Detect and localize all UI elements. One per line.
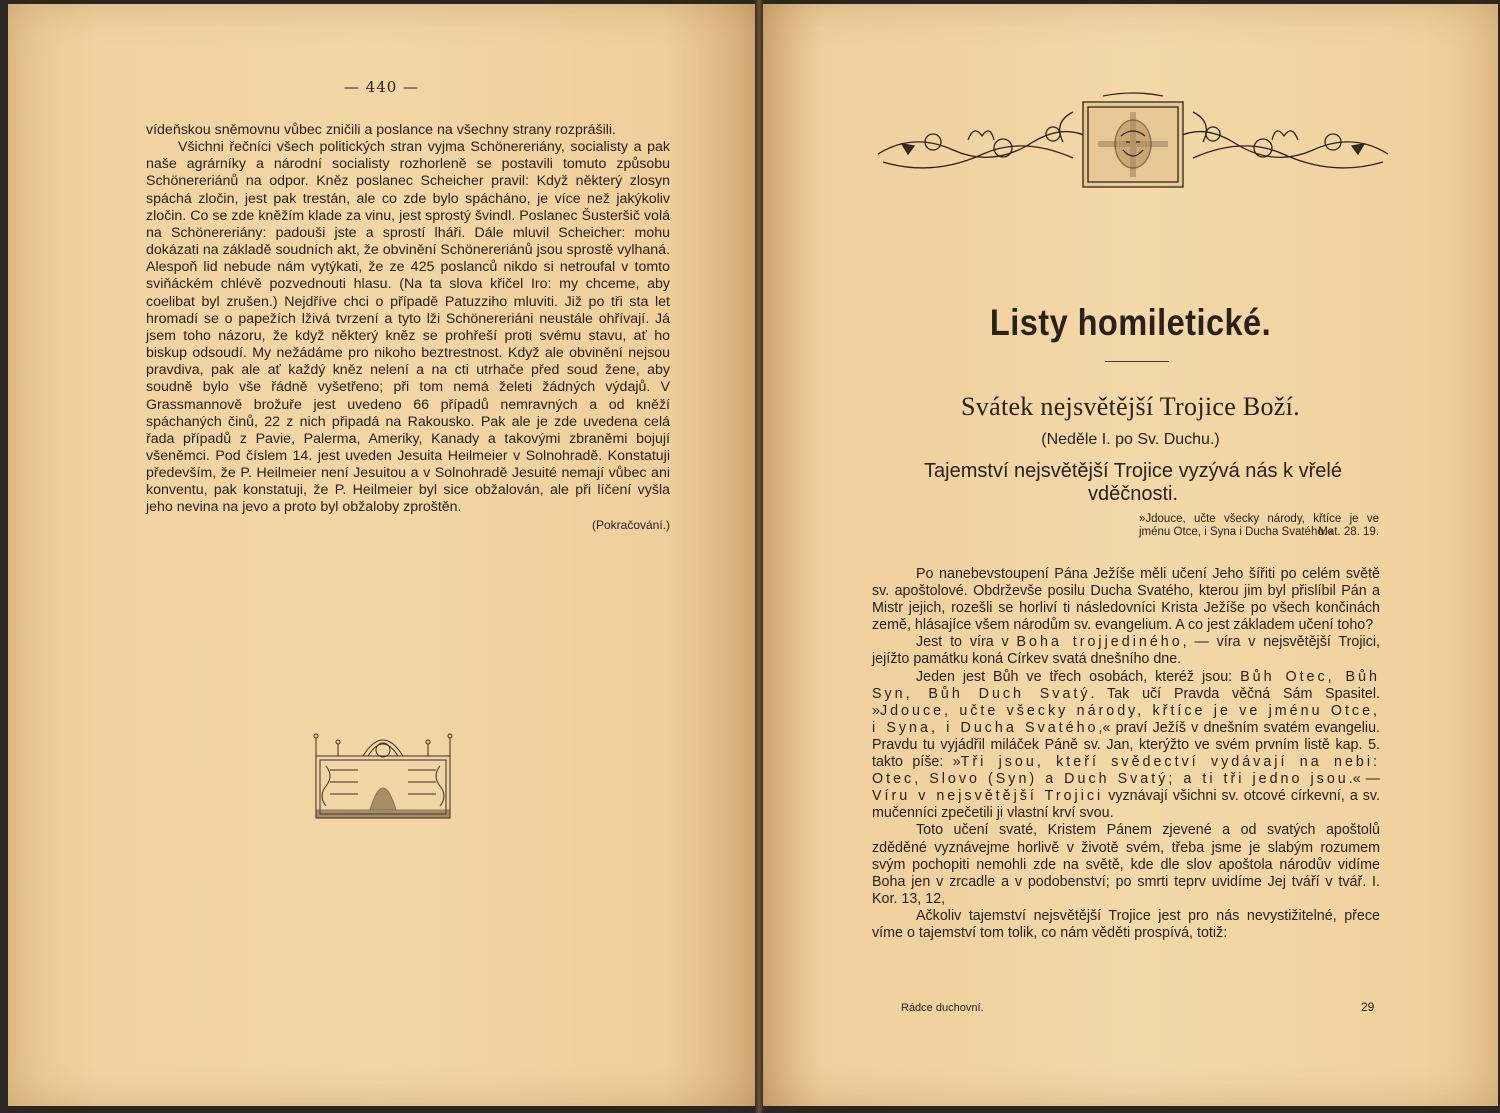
section-title: Listy homiletické. bbox=[989, 302, 1272, 343]
feast-subtitle: (Neděle I. po Sv. Duchu.) bbox=[1041, 431, 1220, 448]
page-number: — 440 — bbox=[343, 78, 420, 96]
continuation-note: (Pokračování.) bbox=[591, 517, 670, 532]
spaced-text: Bůh Otec, Bůh Syn, Bůh Duch Svatý bbox=[872, 668, 1380, 702]
paragraph bbox=[872, 634, 1380, 668]
paragraph: Ačkoliv tajemství nejsvětější Trojice jest pro nás nevystižitelné, přece víme o tajemství tom tolik, co nám věděti prospívá, totiž: bbox=[872, 907, 1380, 941]
right-page bbox=[763, 4, 1498, 1106]
paragraph: vídeňskou sněmovnu vůbec zničili a poslance na všechny strany rozprášili. bbox=[146, 122, 617, 138]
paragraph: Po nanebevstoupení Pána Ježíše měli učení Jeho šířiti po celém světě sv. apoštolové. Obdrževše posilu Ducha Svatého, kterou jim byl přislíbil Pán a Mistr jejich, rozešli se horliví ti následovníci Krista Ježíše po všech končinách země, hlásajíce všem národům sv. evangelium. A co jest základem učení toho? bbox=[872, 566, 1380, 634]
right-body-text bbox=[872, 566, 1380, 942]
spaced-text: Boha trojjediného bbox=[1016, 634, 1183, 651]
headpiece-ornament-icon bbox=[873, 92, 1393, 202]
text-run: Jeden jest Bůh ve třech osobách, kteréž jsou: bbox=[916, 668, 1241, 685]
title-divider bbox=[1105, 361, 1169, 362]
text-run: , — víra v nejsvětější Trojici, jejížto památku koná Církev svatá dnešního dne. bbox=[872, 634, 1380, 668]
motto-text: »Jdouce, učte všecky národy, křtíce je ve jménu Otce, i Syna i Ducha Svatého.« bbox=[1139, 513, 1379, 538]
scripture-motto bbox=[1139, 513, 1379, 538]
paragraph bbox=[872, 669, 1380, 823]
text-run: . Tak učí Pravda věčná Sám Spasitel. » bbox=[872, 685, 1380, 719]
sermon-theme: Tajemství nejsvětější Trojice vyzývá nás k vřelé vděčnosti. bbox=[924, 460, 1342, 505]
left-page bbox=[8, 4, 757, 1106]
text-run: vyznávají všichni sv. otcové církevní, a sv. mučenníci zpečetili ji vlastní krví svou. bbox=[872, 788, 1380, 822]
spaced-text: Víru v nejsvětější Trojici bbox=[872, 788, 1104, 805]
motto-reference: Mat. 28. 19. bbox=[1318, 525, 1379, 538]
spaced-text: Jdouce, učte všecky národy, křtíce je ve jménu Otce, i Syna, i Ducha Svatého bbox=[872, 702, 1380, 736]
spaced-text: Tři jsou, kteří svědectví vydávají na nebi: Otec, Slovo (Syn) a Duch Svatý; a ti tři jedno jsou bbox=[872, 754, 1380, 788]
book-gutter bbox=[755, 0, 763, 1113]
feast-title: Svátek nejsvětější Trojice Boží. bbox=[961, 392, 1300, 421]
footer-sheet-number: 29 bbox=[1361, 1000, 1375, 1014]
left-body-text bbox=[146, 122, 670, 534]
text-run: ,« praví Ježíš v dnešním svatém evangeliu. Pravdu tu vyjádřil miláček Páně sv. Jan, kterýžto ve svém prvním listě kap. 5. takto píše: » bbox=[872, 719, 1381, 771]
text-run: .« — bbox=[1348, 771, 1380, 788]
paragraph: Toto učení svaté, Kristem Pánem zjevené a od svatých apoštolů zděděné vyznávejme horlivě v životě svém, třeba jsme je slabým rozumem svým pochopiti nemohli zde na světě, kde dle slov apoštola národův vidíme Boha jen v zrcadle a v podobenství; po smrti teprv uvidíme Jej tváří v tvář. I. Kor. 13, 12, bbox=[872, 822, 1380, 907]
tailpiece-ornament-icon bbox=[308, 726, 458, 826]
footer-signature: Rádce duchovní. bbox=[901, 1002, 984, 1014]
paragraph: Všichni řečníci všech politických stran vyjma Schönereriány, socialisty a pak naše agrárníky a národní socialisty rozhorleně se postavili tomuto způsobu Schönereriánů na odpor. Kněz poslanec Scheicher pravil: Když některý zlosyn spáchá zločin, jest pak trestán, ale co zde bylo spácháno, je více než jakýkoliv zločin. Co se zde kněžím klade za vinu, jest sprostý švindl. Poslanec Šusteršič volá na Schönereriány: padouši jste a sprostí lháři. Dále mluvil Scheicher: mohu dokázati na základě soudních akt, že obvinění Schönereriánů jsou sprostě vylhaná. Alespoň lid nebude nám vytýkati, že ze 425 poslanců nikdo si netroufal v tomto sviňáckém chlévě pozvednouti hlasu. (Na ta slova křičel Iro: my chceme, aby coelibat byl zrušen.) Nejdříve chci o případě Patuzziho mluviti. Již po tři sta let hromadí se o papežích lživá tvrzení a tyto lži Schönereriáni neustále ohřívají. Já jsem toho názoru, že když některý kněz se prohřeší proti svému stavu, ať ho biskup odsoudí. My nežádáme pro nikoho beztrestnost. Když ale obvinění nejsou pravdiva, pak ale ať každý kněz nelení a na cti utrhače před soud žene, aby soudně bylo vše řádně vyšetřeno; při tom nemá želeti žádných výdajů. V Grassmannově brožuře jest uvedeno 66 případů nemravných a od kněží spáchaných činů, 22 z nich připadá na Rakousko. Pak ale je zde uvedena celá řada případů z Pavie, Palerma, Ameriky, Kanady a takovými zbraněmi bojují všeněmci. Pod číslem 14. jest uveden Jesuita Heilmeier v Solnohradě. Konstatuji především, že P. Heilmeier není Jesuitou a v Solnohradě Jesuité nemají vůbec ani konventu, pak konstatuji, že P. Heilmeier byl sice obžalován, ale při líčení vyšla jeho nevina na jevo a proto byl obžaloby zproštěn. bbox=[146, 139, 670, 516]
text-run: Jest to víra v bbox=[916, 634, 1017, 651]
